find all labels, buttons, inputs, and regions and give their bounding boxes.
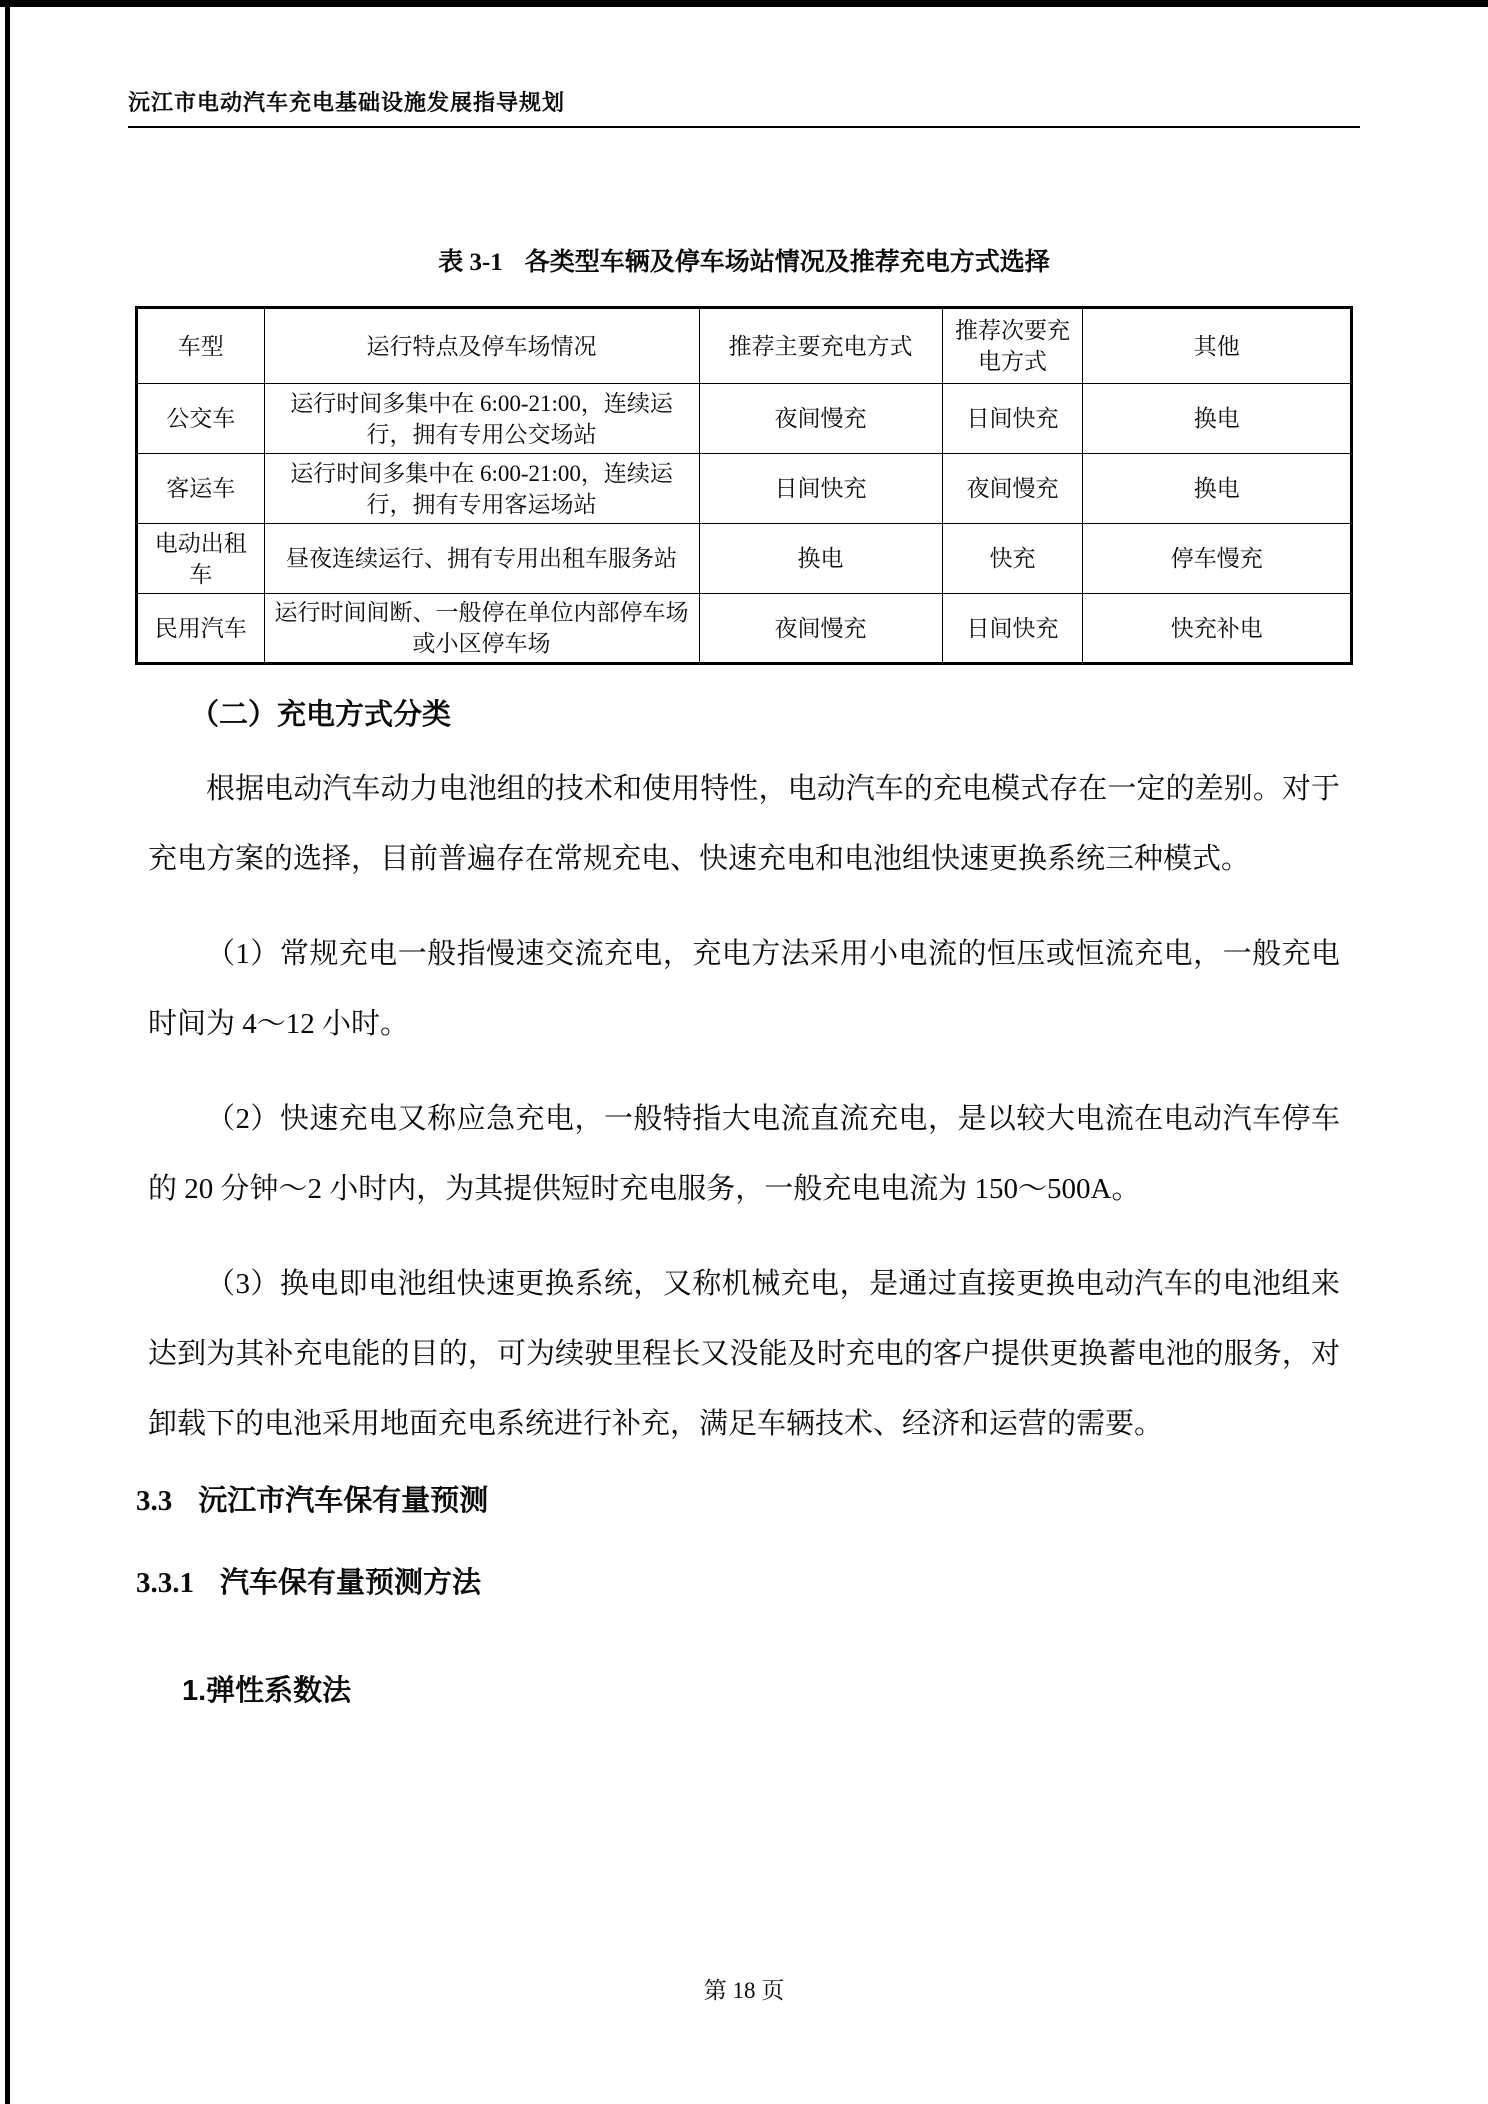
table-cell: 昼夜连续运行、拥有专用出租车服务站 (264, 524, 699, 594)
table-row-civil-vehicle (137, 594, 1352, 664)
scan-edge-top (0, 0, 1488, 7)
table-caption-title: 各类型车辆及停车场站情况及推荐充电方式选择 (524, 249, 1050, 276)
table-cell: 电动出租车 (137, 524, 265, 594)
table-cell: 日间快充 (699, 454, 942, 524)
vehicle-charging-mode-table (135, 306, 1353, 665)
table-cell: 夜间慢充 (942, 454, 1083, 524)
table-cell: 快充 (942, 524, 1083, 594)
table-cell: 运行时间多集中在 6:00-21:00，连续运行，拥有专用客运场站 (264, 454, 699, 524)
col-header-operating-traits: 运行特点及停车场情况 (264, 308, 699, 384)
table-cell: 换电 (699, 524, 942, 594)
table-row-coach (137, 454, 1352, 524)
table-cell: 夜间慢充 (699, 594, 942, 664)
col-header-other: 其他 (1083, 308, 1352, 384)
table-cell: 换电 (1083, 384, 1352, 454)
col-header-primary-charging: 推荐主要充电方式 (699, 308, 942, 384)
col-header-vehicle-type: 车型 (137, 308, 265, 384)
table-cell: 客运车 (137, 454, 265, 524)
subheading-elasticity-coefficient-method: 1.弹性系数法 (182, 1675, 352, 1707)
header-rule (128, 126, 1360, 128)
col-header-secondary-charging: 推荐次要充电方式 (942, 308, 1083, 384)
heading-charging-mode-classification: （二）充电方式分类 (190, 699, 452, 731)
body-text (128, 754, 1360, 1459)
heading-3-3-1-forecast-method (128, 1563, 1360, 1603)
table-row-bus (137, 384, 1352, 454)
paragraph-battery-swap: （3）换电即电池组快速更换系统，又称机械充电，是通过直接更换电动汽车的电池组来达到为其补充电能的目的，可为续驶里程长又没能及时充电的客户提供更换蓄电池的服务，对卸载下的电池采用地面充电系统进行补充，满足车辆技术、经济和运营的需要。 (148, 1268, 1340, 1440)
table-cell: 夜间慢充 (699, 384, 942, 454)
heading-text: 汽车保有量预测方法 (220, 1567, 482, 1599)
table-caption (128, 246, 1360, 280)
table-cell: 运行时间多集中在 6:00-21:00，连续运行，拥有专用公交场站 (264, 384, 699, 454)
paragraph-regular-charging: （1）常规充电一般指慢速交流充电，充电方法采用小电流的恒压或恒流充电，一般充电时间为 4～12 小时。 (148, 938, 1340, 1040)
table-cell: 快充补电 (1083, 594, 1352, 664)
heading-3-3-vehicle-ownership-forecast (128, 1481, 1360, 1521)
table-number: 表 3-1 (438, 249, 503, 276)
table-cell: 停车慢充 (1083, 524, 1352, 594)
table-cell: 换电 (1083, 454, 1352, 524)
heading-number: 3.3.1 (136, 1567, 194, 1599)
table-header-row (137, 308, 1352, 384)
page-number-footer: 第 18 页 (703, 1978, 785, 2003)
heading-text: 沅江市汽车保有量预测 (198, 1485, 489, 1517)
paragraph-intro: 根据电动汽车动力电池组的技术和使用特性，电动汽车的充电模式存在一定的差别。对于充电方案的选择，目前普遍存在常规充电、快速充电和电池组快速更换系统三种模式。 (148, 773, 1340, 875)
table-row-electric-taxi (137, 524, 1352, 594)
scan-edge-left (5, 0, 10, 2104)
table-cell: 日间快充 (942, 384, 1083, 454)
table-cell: 公交车 (137, 384, 265, 454)
table-cell: 日间快充 (942, 594, 1083, 664)
running-header-title: 沅江市电动汽车充电基础设施发展指导规划 (128, 90, 566, 115)
table-cell: 运行时间间断、一般停在单位内部停车场或小区停车场 (264, 594, 699, 664)
table-cell: 民用汽车 (137, 594, 265, 664)
paragraph-fast-charging: （2）快速充电又称应急充电，一般特指大电流直流充电，是以较大电流在电动汽车停车的 20 分钟～2 小时内，为其提供短时充电服务，一般充电电流为 150～500A。 (148, 1103, 1340, 1205)
heading-number: 3.3 (136, 1485, 173, 1517)
